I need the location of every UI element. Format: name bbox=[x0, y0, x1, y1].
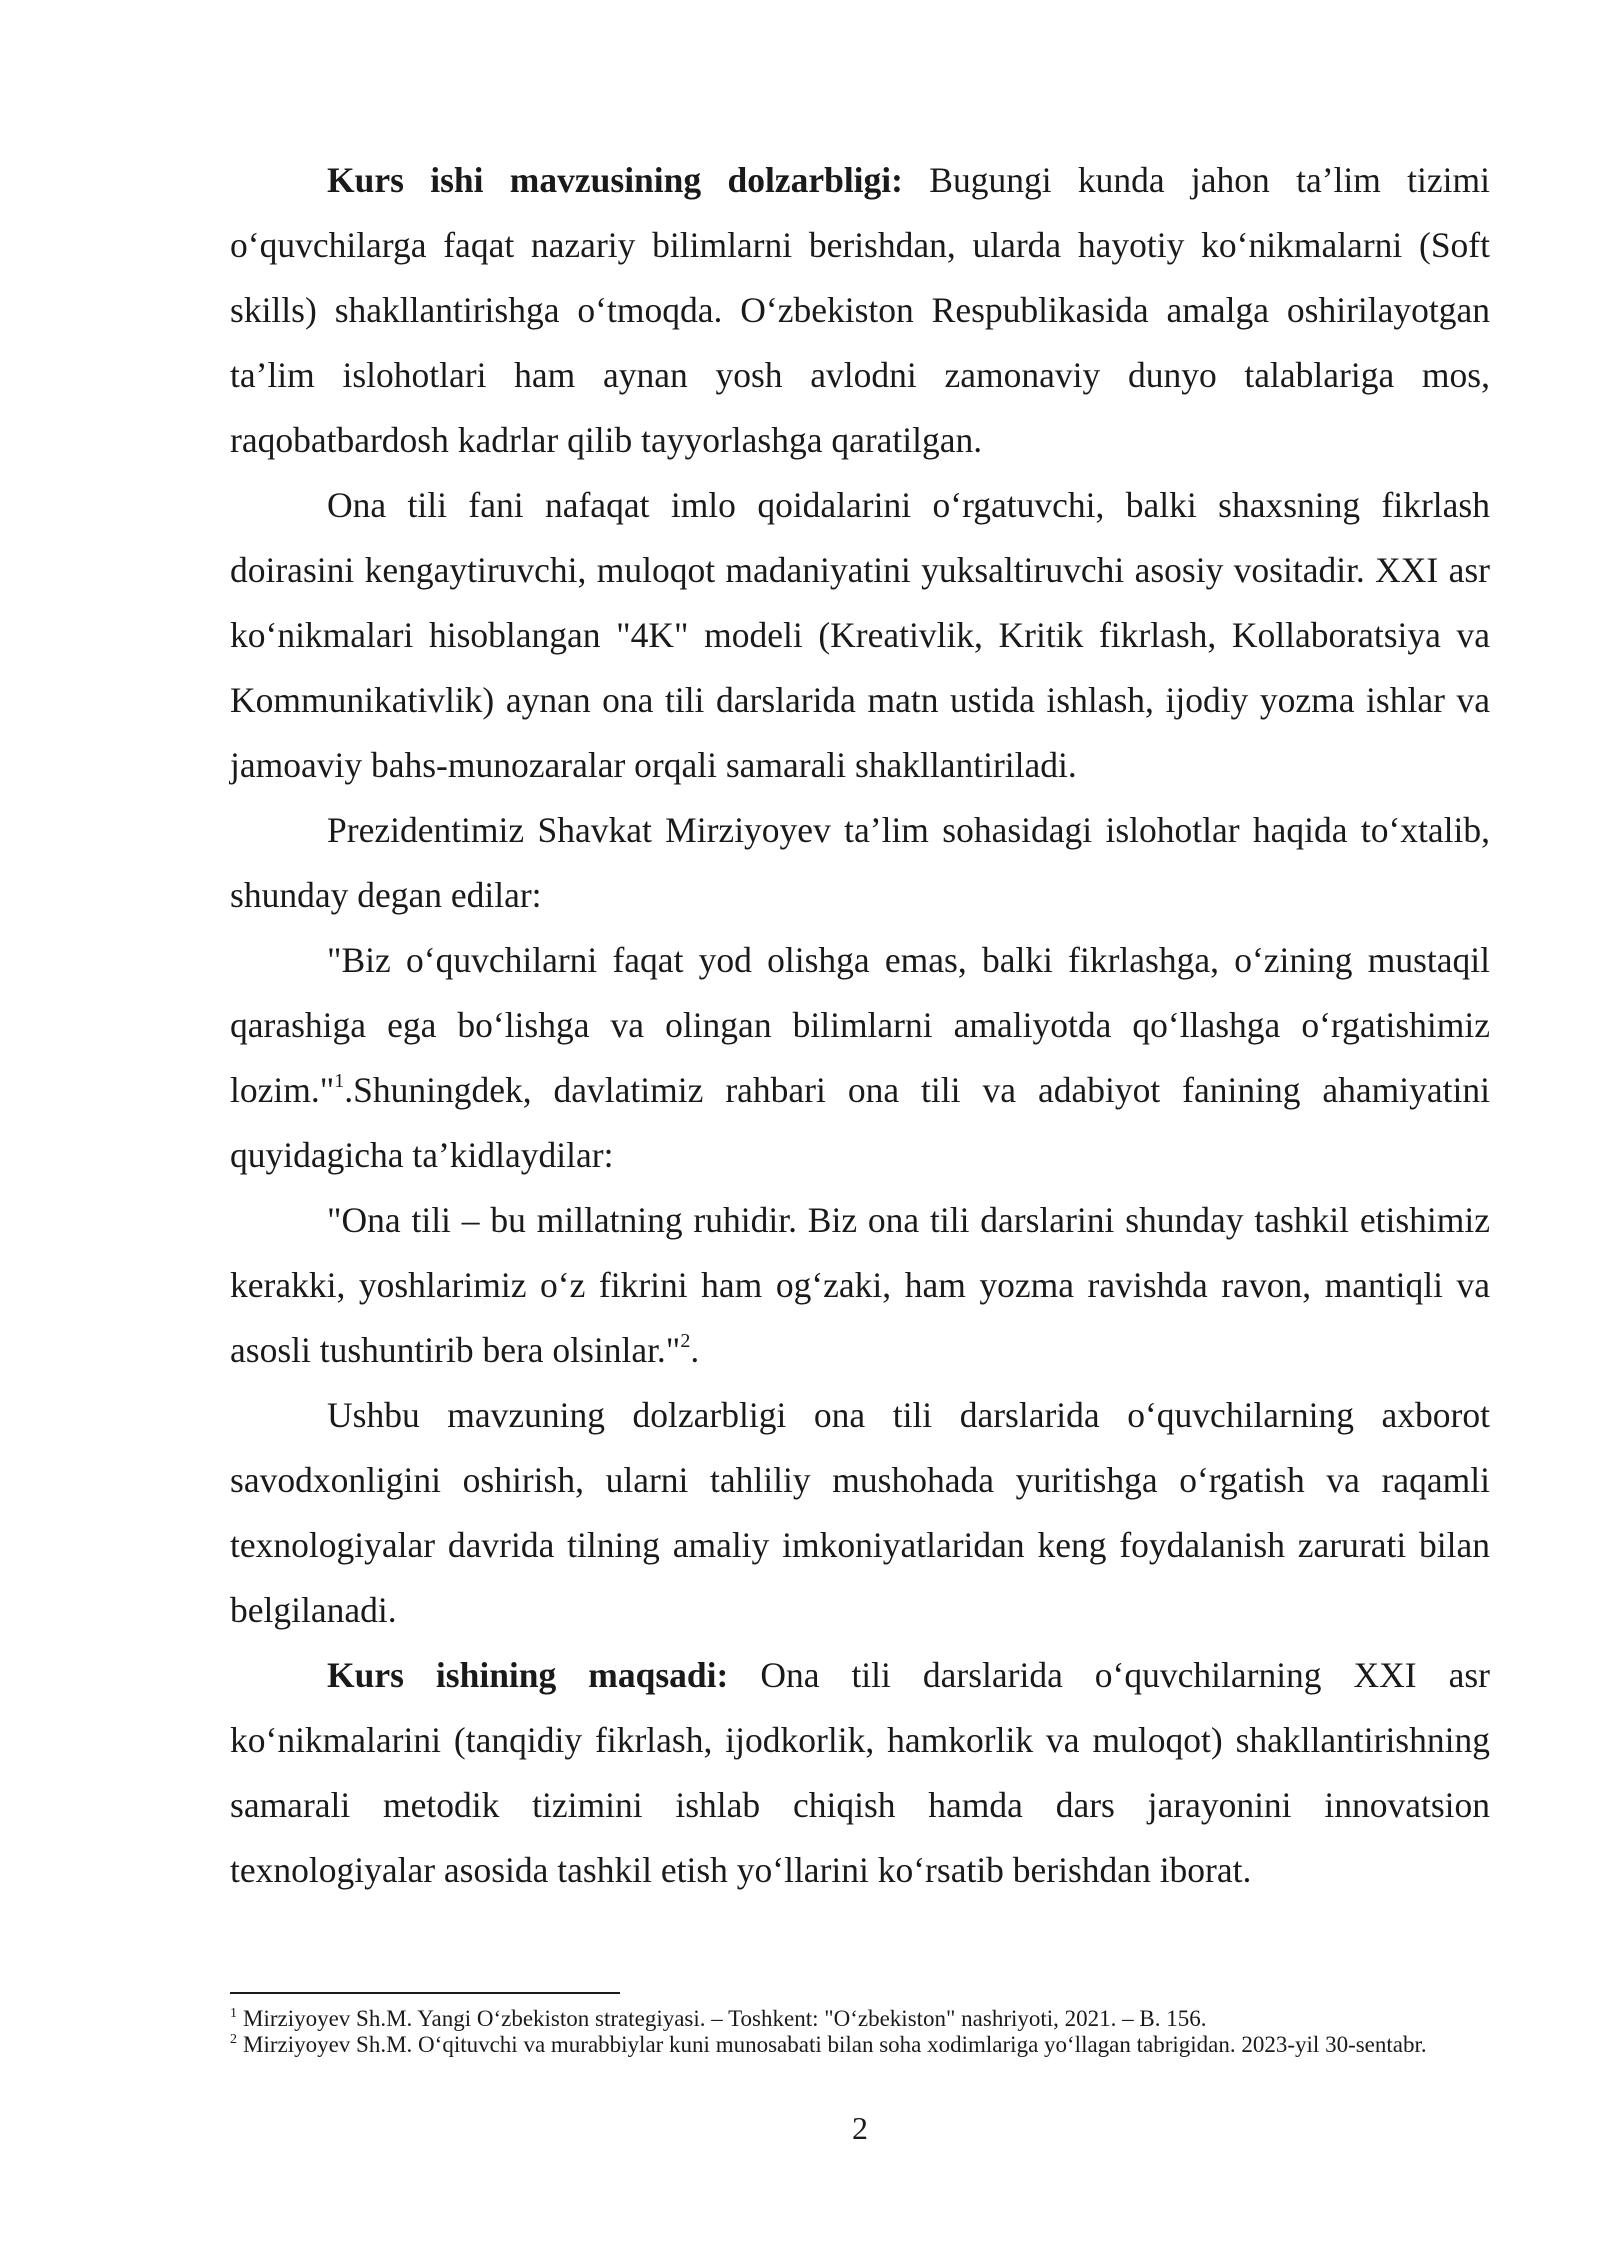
page-body bbox=[230, 148, 1490, 1903]
mother-tongue-text: Ona tili fani nafaqat imlo qoidalarini o‘rgatuvchi, balki shaxsning fikrlash doirasini kengaytiruvchi, muloqot madaniyatini yuksaltiruvchi asosiy vositadir. XXI asr ko‘nikmalari hisoblangan "4K" modeli (Kreativlik, Kritik fikrlash, Kollaboratsiya va Kommunikativlik) aynan ona tili darslarida matn ustida ishlash, ijodiy yozma ishlar va jamoaviy bahs-munozaralar orqali samarali shakllantiriladi. bbox=[230, 485, 1490, 785]
footnote-marker-2: 2 bbox=[230, 2032, 237, 2048]
footnote-1-text: Mirziyoyev Sh.M. Yangi O‘zbekiston strategiyasi. – Toshkent: "O‘zbekiston" nashriyoti, 2021. – B. 156. bbox=[243, 2006, 1207, 2031]
footnote-marker-1: 1 bbox=[230, 2006, 237, 2022]
quote-2-end: . bbox=[690, 1330, 700, 1370]
paragraph-mother-tongue bbox=[230, 473, 1490, 798]
page-number: 2 bbox=[852, 2110, 868, 2146]
paragraph-relevance bbox=[230, 148, 1490, 473]
footnote-ref-1[interactable]: 1 bbox=[334, 1070, 345, 1093]
quote-1-text: "Biz o‘quvchilarni faqat yod olishga emas, balki fikrlashga, o‘zining mustaqil qarashiga ega bo‘lishga va olingan bilimlarni amaliyotda qo‘llashga o‘rgatishimiz lozim." bbox=[230, 940, 1490, 1110]
footnote-2-text: Mirziyoyev Sh.M. O‘qituvchi va murabbiylar kuni munosabati bilan soha xodimlariga yo‘llagan tabrigidan. 2023-yil 30-sentabr. bbox=[243, 2032, 1427, 2057]
footnotes bbox=[230, 2006, 1490, 2058]
relevance-heading: Kurs ishi mavzusining dolzarbligi: bbox=[327, 160, 903, 200]
quote-1-followup: .Shuningdek, davlatimiz rahbari ona tili va adabiyot fanining ahamiyatini quyidagicha ta’kidlaydilar: bbox=[230, 1070, 1490, 1175]
relevance-text: Bugungi kunda jahon ta’lim tizimi o‘quvchilarga faqat nazariy bilimlarni berishdan, ularda hayotiy ko‘nikmalarni (Soft skills) shakllantirishga o‘tmoqda. O‘zbekiston Respublikasida amalga oshirilayotgan ta’lim islohotlari ham aynan yosh avlodni zamonaviy dunyo talablariga mos, raqobatbardosh kadrlar qilib tayyorlashga qaratilgan. bbox=[230, 160, 1490, 460]
paragraph-goal bbox=[230, 1643, 1490, 1903]
paragraph-topic-relevance bbox=[230, 1383, 1490, 1643]
goal-text: Ona tili darslarida o‘quvchilarning XXI asr ko‘nikmalarini (tanqidiy fikrlash, ijodkorlik, hamkorlik va muloqot) shakllantirishning samarali metodik tizimini ishlab chiqish hamda dars jarayonini innovatsion texnologiyalar asosida tashkil etish yo‘llarini ko‘rsatib berishdan iborat. bbox=[230, 1655, 1491, 1890]
topic-relevance-text: Ushbu mavzuning dolzarbligi ona tili darslarida o‘quvchilarning axborot savodxonligini oshirish, ularni tahliliy mushohada yuritishga o‘rgatish va raqamli texnologiyalar davrida tilning amaliy imkoniyatlaridan keng foydalanish zarurati bilan belgilanadi. bbox=[230, 1395, 1490, 1630]
president-intro-text: Prezidentimiz Shavkat Mirziyoyev ta’lim sohasidagi islohotlar haqida to‘xtalib, shunday degan edilar: bbox=[230, 810, 1490, 915]
footnote-1 bbox=[230, 2006, 1490, 2032]
paragraph-quote-1 bbox=[230, 928, 1490, 1188]
footnote-ref-2[interactable]: 2 bbox=[680, 1330, 691, 1353]
goal-heading: Kurs ishining maqsadi: bbox=[327, 1655, 729, 1695]
quote-2-text: "Ona tili – bu millatning ruhidir. Biz ona tili darslarini shunday tashkil etishimiz kerakki, yoshlarimiz o‘z fikrini ham og‘zaki, ham yozma ravishda ravon, mantiqli va asosli tushuntirib bera olsinlar." bbox=[230, 1200, 1490, 1370]
paragraph-president-intro bbox=[230, 798, 1490, 928]
footnote-2 bbox=[230, 2032, 1490, 2058]
paragraph-quote-2 bbox=[230, 1188, 1490, 1383]
footnote-separator bbox=[230, 1992, 620, 1994]
